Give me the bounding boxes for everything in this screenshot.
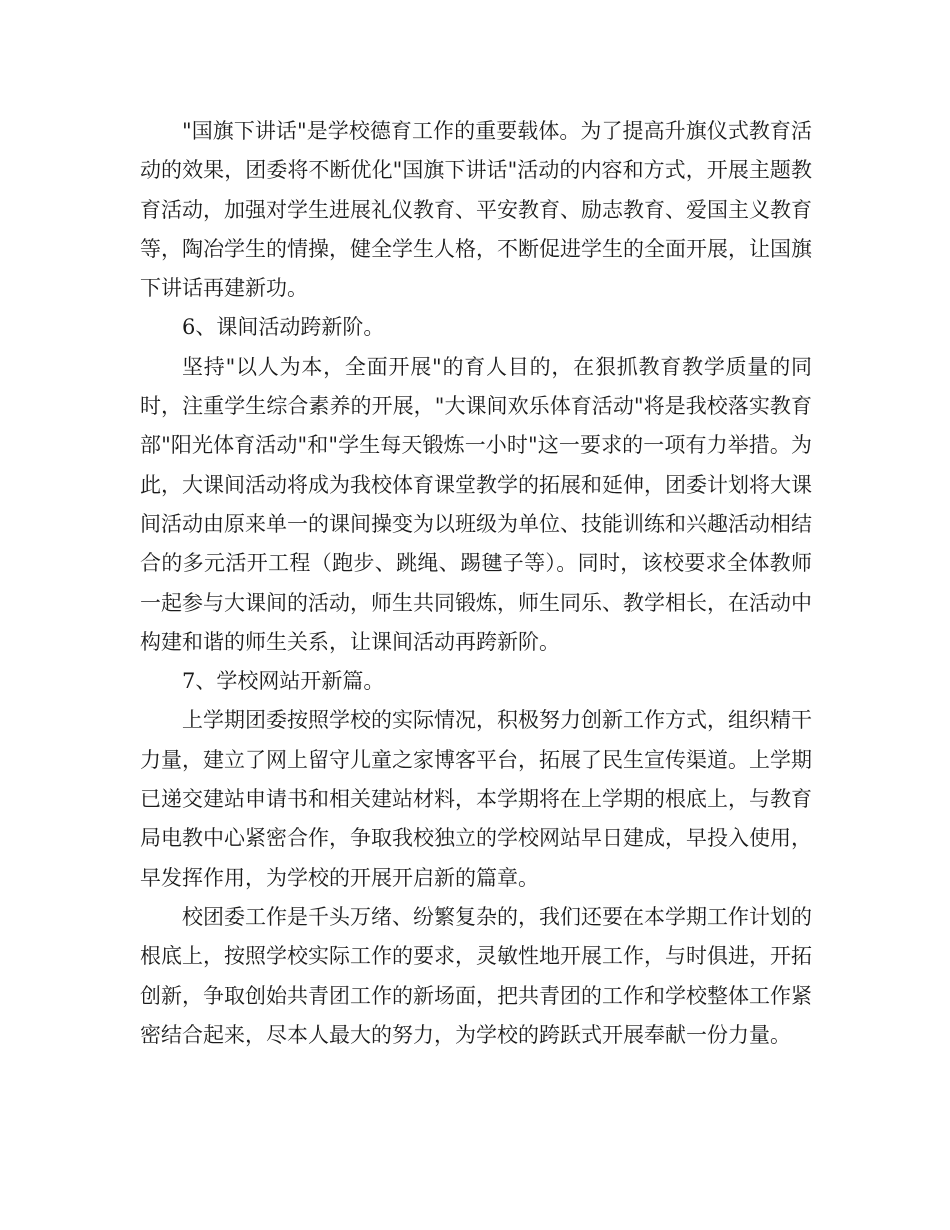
paragraph-conclusion: 校团委工作是千头万绪、纷繁复杂的，我们还要在本学期工作计划的根底上，按照学校实际工作的要求，灵敏性地开展工作，与时俱进，开拓创新，争取创始共青团工作的新场面，把共青团的工作和学校整体工作紧密结合起来，尽本人最大的努力，为学校的跨跃式开展奉献一份力量。 bbox=[140, 904, 812, 1047]
paragraph-school-website: 上学期团委按照学校的实际情况，积极努力创新工作方式，组织精干力量，建立了网上留守儿童之家博客平台，拓展了民生宣传渠道。上学期已递交建站申请书和相关建站材料，本学期将在上学期的根底上，与教育局电教中心紧密合作，争取我校独立的学校网站早日建成，早投入使用，早发挥作用，为学校的开展开启新的篇章。 bbox=[140, 708, 812, 890]
document-body bbox=[140, 112, 812, 1055]
heading-section-6: 6、课间活动跨新阶。 bbox=[182, 315, 385, 340]
heading-section-7: 7、学校网站开新篇。 bbox=[182, 669, 385, 694]
paragraph-break-activities: 坚持"以人为本，全面开展"的育人目的，在狠抓教育教学质量的同时，注重学生综合素养的开展，"大课间欢乐体育活动"将是我校落实教育部"阳光体育活动"和"学生每天锻炼一小时"这一要求的一项有力举措。为此，大课间活动将成为我校体育课堂教学的拓展和延伸，团委计划将大课间活动由原来单一的课间操变为以班级为单位、技能训练和兴趣活动相结合的多元活开工程（跑步、跳绳、踢毽子等）。同时，该校要求全体教师一起参与大课间的活动，师生共同锻炼，师生同乐、教学相长，在活动中构建和谐的师生关系，让课间活动再跨新阶。 bbox=[140, 354, 812, 654]
paragraph-flag-speech: "国旗下讲话"是学校德育工作的重要载体。为了提高升旗仪式教育活动的效果，团委将不断优化"国旗下讲话"活动的内容和方式，开展主题教育活动，加强对学生进展礼仪教育、平安教育、励志教育、爱国主义教育等，陶冶学生的情操，健全学生人格，不断促进学生的全面开展，让国旗下讲话再建新功。 bbox=[140, 119, 812, 301]
